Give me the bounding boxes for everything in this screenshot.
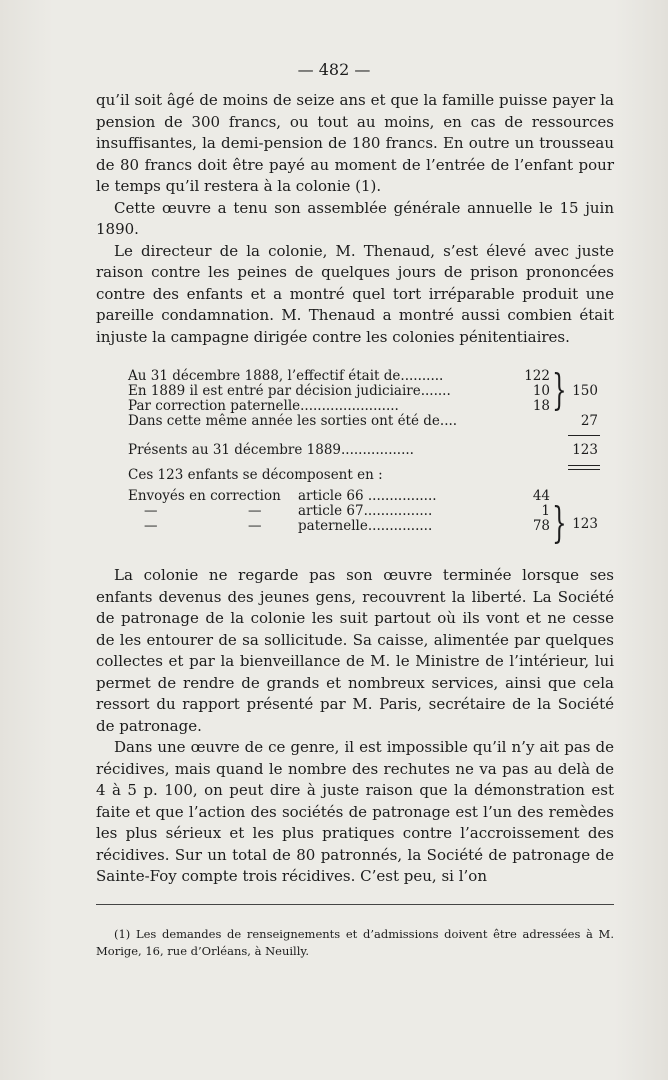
stats-label: Envoyés en correction bbox=[128, 488, 281, 504]
footnote bbox=[96, 926, 614, 960]
stats-row bbox=[128, 443, 608, 458]
stats-label: article 66 ................ bbox=[298, 488, 437, 504]
paragraph: La colonie ne regarde pas son œuvre terminée lorsque ses enfants devenus des jeunes gens, recouvrent la liberté. La Société de patronage de la colonie les suit partout où ils vont et ne cesse de les entourer de sa sollicitude. Sa caisse, alimentée par quelques collectes et par la bienveillance de M. le Ministre de l’intérieur, lui permet de rendre de grands et nombreux services, ainsi que cela ressort du rapport présenté par M. Paris, secrétaire de la Société de patronage. bbox=[96, 566, 614, 735]
footnote-text: (1) Les demandes de renseignements et d’admissions doivent être adressées à M. Morige, 16, rue d’Orléans, à Neuilly. bbox=[96, 927, 614, 958]
bottom-text-block bbox=[96, 565, 614, 888]
stats-value: 1 bbox=[541, 503, 550, 519]
paragraph: Cette œuvre a tenu son assemblée générale annuelle le 15 juin 1890. bbox=[96, 198, 614, 238]
stats-value: 78 bbox=[532, 518, 550, 534]
statistics-table bbox=[128, 365, 608, 547]
page-number: — 482 — bbox=[297, 60, 371, 79]
stats-sum: 150 bbox=[572, 383, 598, 399]
paragraph: qu’il soit âgé de moins de seize ans et que la famille puisse payer la pension de 300 francs, ou tout au moins, en cas de ressources insuffisantes, la demi-pension de 180 francs. En outre un trousseau de 80 francs doit être payé au moment de l’entrée de l’enfant pour le temps qu’il restera à la colonie (1). bbox=[96, 91, 614, 195]
stats-label: Par correction paternelle....................... bbox=[128, 398, 399, 414]
sum-rule bbox=[568, 435, 600, 436]
paragraph: Le directeur de la colonie, M. Thenaud, s’est élevé avec juste raison contre les peines de quelques jours de prison prononcées contre des enfants et a montré quel tort irréparable produit une pareille condamnation. M. Thenaud a montré aussi combien était injuste la campagne dirigée contre les colonies pénitentiaires. bbox=[96, 241, 614, 346]
brace: } bbox=[552, 365, 567, 414]
brace: } bbox=[552, 498, 567, 547]
stats-label: Ces 123 enfants se décomposent en : bbox=[128, 467, 383, 483]
dash: — bbox=[144, 503, 158, 519]
stats-value: 123 bbox=[572, 442, 598, 458]
stats-row bbox=[128, 414, 608, 429]
dash: — bbox=[144, 518, 158, 534]
stats-row bbox=[128, 516, 608, 534]
paragraph: Dans une œuvre de ce genre, il est impossible qu’il n’y ait pas de récidives, mais quand le nombre des rechutes ne va pas au delà de 4 à 5 p. 100, on peut dire à juste raison que la démonstration est faite et que l’action des sociétés de patronage est l’un des remèdes les plus sérieux et les plus pratiques contre l’accroissement des récidives. Sur un total de 80 patronnés, la Société de patronage de Sainte-Foy compte trois récidives. C’est peu, si l’on bbox=[96, 738, 614, 885]
stats-value: 122 bbox=[524, 368, 550, 384]
dash: — bbox=[248, 503, 262, 519]
stats-row bbox=[128, 468, 608, 483]
stats-row bbox=[128, 384, 608, 399]
stats-label: Présents au 31 décembre 1889................. bbox=[128, 442, 414, 458]
stats-value: 27 bbox=[580, 413, 598, 429]
stats-label: Au 31 décembre 1888, l’effectif était de.......... bbox=[128, 368, 444, 384]
stats-value: 44 bbox=[532, 488, 550, 504]
stats-value: 18 bbox=[532, 398, 550, 414]
stats-label: Dans cette même année les sorties ont été de.... bbox=[128, 413, 458, 429]
stats-label: paternelle............... bbox=[298, 518, 433, 534]
dash: — bbox=[248, 518, 262, 534]
stats-row bbox=[128, 399, 608, 414]
stats-label: article 67................ bbox=[298, 503, 433, 519]
top-text-block bbox=[96, 90, 614, 348]
footnote-rule bbox=[96, 904, 614, 905]
stats-row bbox=[128, 369, 608, 384]
stats-row bbox=[128, 489, 608, 504]
stats-sum: 123 bbox=[572, 516, 598, 532]
stats-label: En 1889 il est entré par décision judiciaire....... bbox=[128, 383, 451, 399]
stats-value: 10 bbox=[532, 383, 550, 399]
stats-row bbox=[128, 504, 608, 519]
